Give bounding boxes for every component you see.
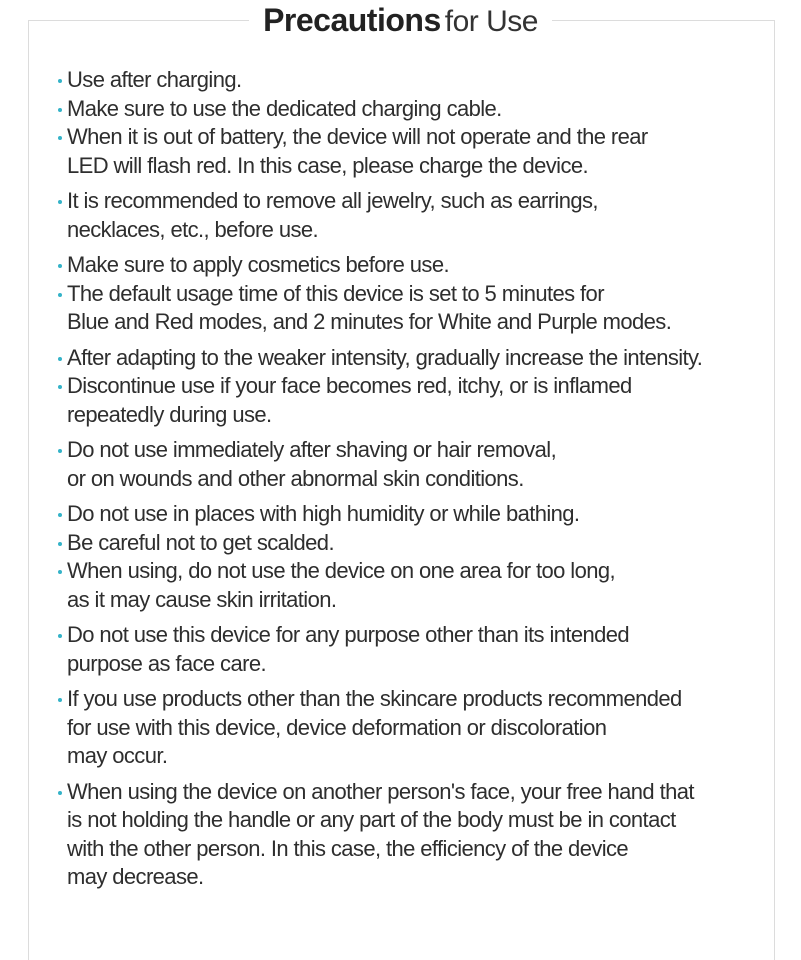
precaution-text-line: with the other person. In this case, the efficiency of the device <box>67 835 629 861</box>
title-bold: Precautions <box>263 2 441 38</box>
precaution-text-line: Do not use this device for any purpose other than its intended <box>67 622 630 647</box>
page-title <box>0 0 801 47</box>
precaution-text-line: repeatedly during use. <box>67 401 272 427</box>
precaution-item <box>58 529 788 558</box>
bullet-icon <box>58 136 62 140</box>
precaution-item <box>58 123 788 180</box>
bullet-icon <box>58 293 62 297</box>
precaution-text-line: The default usage time of this device is set to 5 minutes for <box>67 280 604 306</box>
title-light: for Use <box>444 5 538 38</box>
precaution-text-line: or on wounds and other abnormal skin conditions. <box>67 465 524 491</box>
precaution-text-line: Discontinue use if your face becomes red, itchy, or is inflamed <box>67 373 632 398</box>
precaution-item <box>58 251 788 280</box>
precaution-item <box>58 621 788 678</box>
bullet-icon <box>58 513 62 517</box>
precaution-text-line: may decrease. <box>67 864 204 889</box>
bullet-icon <box>58 542 62 546</box>
precaution-text-line: If you use products other than the skincare products recommended <box>67 686 682 711</box>
precaution-text-line: When using the device on another person's face, your free hand that <box>67 778 694 804</box>
bullet-icon <box>58 264 62 268</box>
precaution-text-line: Use after charging. <box>67 67 242 92</box>
bullet-icon <box>58 449 62 453</box>
precaution-text-line: When using, do not use the device on one area for too long, <box>67 558 615 583</box>
bullet-icon <box>58 634 62 638</box>
precaution-text-line: Make sure to apply cosmetics before use. <box>67 252 449 277</box>
bullet-icon <box>58 79 62 83</box>
precaution-text-line: for use with this device, device deformation or discoloration <box>67 714 607 740</box>
bullet-icon <box>58 200 62 204</box>
precaution-item <box>58 500 788 529</box>
precaution-text-line: Make sure to use the dedicated charging cable. <box>67 95 502 121</box>
precaution-item <box>58 187 788 244</box>
precaution-text-line: necklaces, etc., before use. <box>67 216 319 242</box>
precaution-text-line: LED will flash red. In this case, please charge the device. <box>67 152 589 178</box>
precaution-item <box>58 280 788 337</box>
bullet-icon <box>58 570 62 574</box>
precaution-text-line: Do not use immediately after shaving or hair removal, <box>67 437 557 462</box>
precaution-text-line: as it may cause skin irritation. <box>67 586 337 612</box>
precaution-item <box>58 778 788 892</box>
precaution-list <box>58 66 788 892</box>
precaution-text-line: may occur. <box>67 743 168 768</box>
precaution-item <box>58 344 788 373</box>
precaution-item <box>58 372 788 429</box>
precaution-text-line: Do not use in places with high humidity or while bathing. <box>67 501 580 526</box>
bullet-icon <box>58 791 62 795</box>
precaution-item <box>58 685 788 771</box>
bullet-icon <box>58 357 62 361</box>
bullet-icon <box>58 698 62 702</box>
precaution-text-line: It is recommended to remove all jewelry, such as earrings, <box>67 188 598 213</box>
precaution-text-line: Blue and Red modes, and 2 minutes for White and Purple modes. <box>67 309 672 334</box>
precaution-item <box>58 557 788 614</box>
precaution-text-line: Be careful not to get scalded. <box>67 529 334 555</box>
precaution-item <box>58 436 788 493</box>
precaution-text-line: After adapting to the weaker intensity, gradually increase the intensity. <box>67 344 703 370</box>
precaution-text-line: When it is out of battery, the device will not operate and the rear <box>67 124 648 149</box>
precaution-item <box>58 95 788 124</box>
bullet-icon <box>58 385 62 389</box>
precaution-text-line: is not holding the handle or any part of the body must be in contact <box>67 807 676 832</box>
precaution-text-line: purpose as face care. <box>67 650 266 676</box>
precaution-item <box>58 66 788 95</box>
bullet-icon <box>58 108 62 112</box>
